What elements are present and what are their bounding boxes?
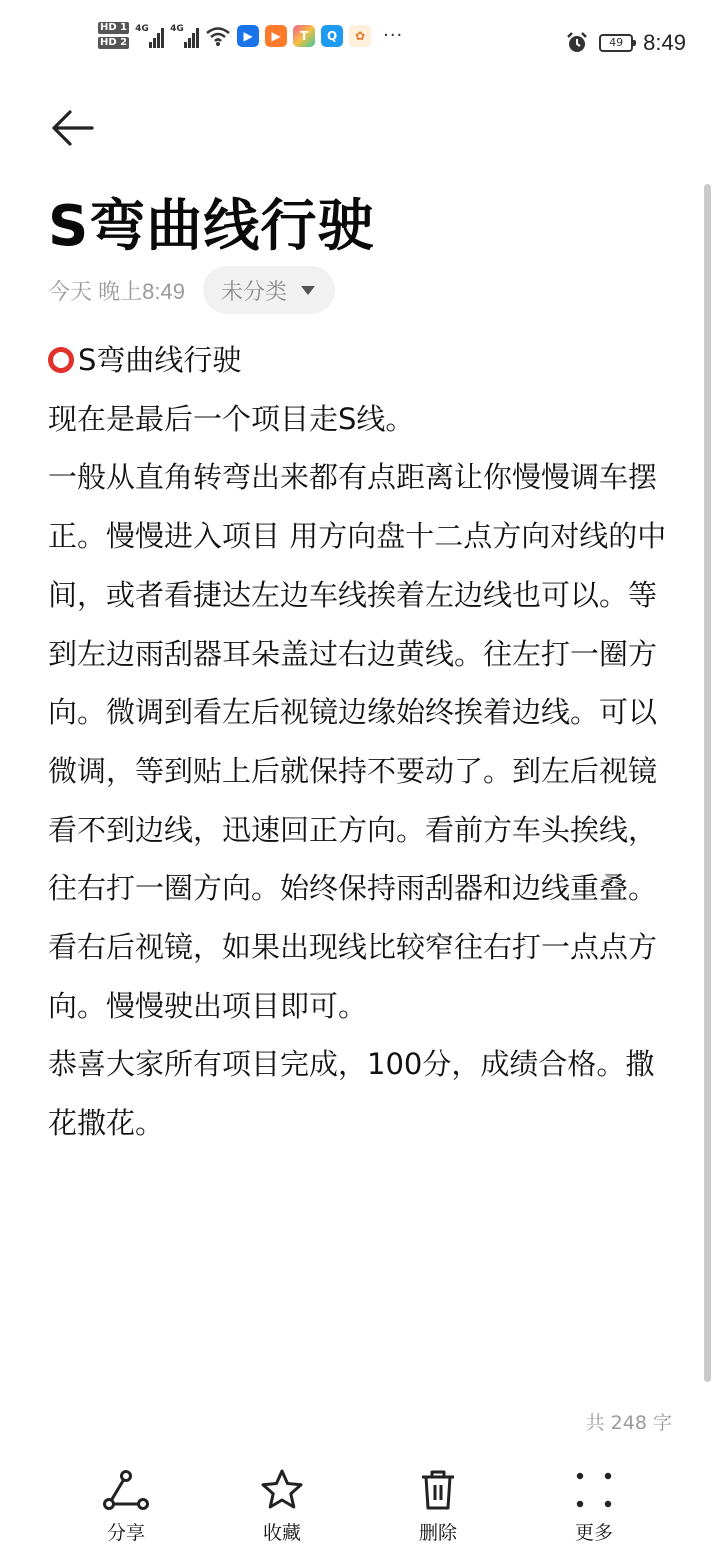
note-paragraph: S弯曲线行驶 bbox=[48, 331, 678, 390]
word-count: 共 248 字 bbox=[585, 1412, 672, 1434]
favorite-label: 收藏 bbox=[262, 1522, 301, 1544]
delete-label: 删除 bbox=[418, 1522, 457, 1544]
signal-icon-2: 4G bbox=[170, 24, 199, 48]
note-paragraph: 恭喜大家所有项目完成，100分，成绩合格。撒花撒花。 bbox=[48, 1047, 655, 1141]
hd1-badge: HD 1 bbox=[100, 22, 128, 33]
app-icon-video: ▶ bbox=[237, 25, 259, 47]
hd2-badge: HD 2 bbox=[100, 37, 128, 48]
status-bar bbox=[0, 0, 720, 90]
note-paragraph: 一般从直角转弯出来都有点距离让你慢慢调车摆正。慢慢进入项目 用方向盘十二点方向对线的中间，或者看捷达左边车线挨着左边线也可以。等到左边雨刮器耳朵盖过右边黄线。往左打一圈方向。微调到看左后视镜边缘始终挨着边线。可以微调，等到贴上后就保持不要动了。到左后视镜看不到边线，迅速回正方向。看前方车头挨线，往右打一圈方向。始终保持雨刮器和边线重叠。看右后视镜，如果出现线比较窄往右打一点点方向。慢慢驶出项目即可。 bbox=[48, 460, 667, 1023]
note-body[interactable] bbox=[48, 331, 678, 1153]
more-label: 更多 bbox=[574, 1522, 613, 1544]
more-button[interactable] bbox=[544, 1462, 644, 1545]
category-label: 未分类 bbox=[220, 279, 287, 305]
hd-indicators bbox=[98, 22, 129, 49]
signal-icon-1: 4G bbox=[135, 24, 164, 48]
delete-button[interactable] bbox=[388, 1462, 488, 1545]
note-title[interactable]: S弯曲线行驶 bbox=[48, 194, 375, 259]
clock: 8:49 bbox=[643, 30, 686, 55]
back-button[interactable] bbox=[48, 104, 96, 152]
app-icon-mascot: ✿ bbox=[349, 25, 371, 47]
app-icon-store: T bbox=[293, 25, 315, 47]
star-icon bbox=[258, 1468, 306, 1512]
alarm-icon bbox=[565, 31, 589, 55]
dropdown-triangle-icon bbox=[301, 286, 315, 295]
note-date: 今天 晚上8:49 bbox=[48, 278, 185, 304]
trash-icon bbox=[414, 1468, 462, 1512]
bottom-toolbar bbox=[0, 1462, 720, 1560]
wifi-icon bbox=[205, 25, 231, 47]
note-paragraph: 现在是最后一个项目走S线。 bbox=[48, 401, 415, 436]
more-dots-icon bbox=[570, 1468, 618, 1512]
note-meta bbox=[48, 266, 335, 314]
share-button[interactable] bbox=[76, 1462, 176, 1545]
app-icon-search: Q bbox=[321, 25, 343, 47]
favorite-button[interactable] bbox=[232, 1462, 332, 1545]
status-right bbox=[565, 30, 686, 56]
back-arrow-icon bbox=[48, 104, 96, 152]
category-dropdown[interactable] bbox=[203, 266, 335, 314]
share-icon bbox=[102, 1468, 150, 1512]
red-circle-icon bbox=[48, 347, 74, 373]
share-label: 分享 bbox=[106, 1522, 145, 1544]
battery-icon: 49 bbox=[599, 34, 633, 52]
app-icon-player: ▶ bbox=[265, 25, 287, 47]
scrollbar[interactable] bbox=[704, 184, 711, 1382]
more-notifications-icon: ··· bbox=[383, 25, 404, 46]
status-left bbox=[98, 22, 403, 49]
